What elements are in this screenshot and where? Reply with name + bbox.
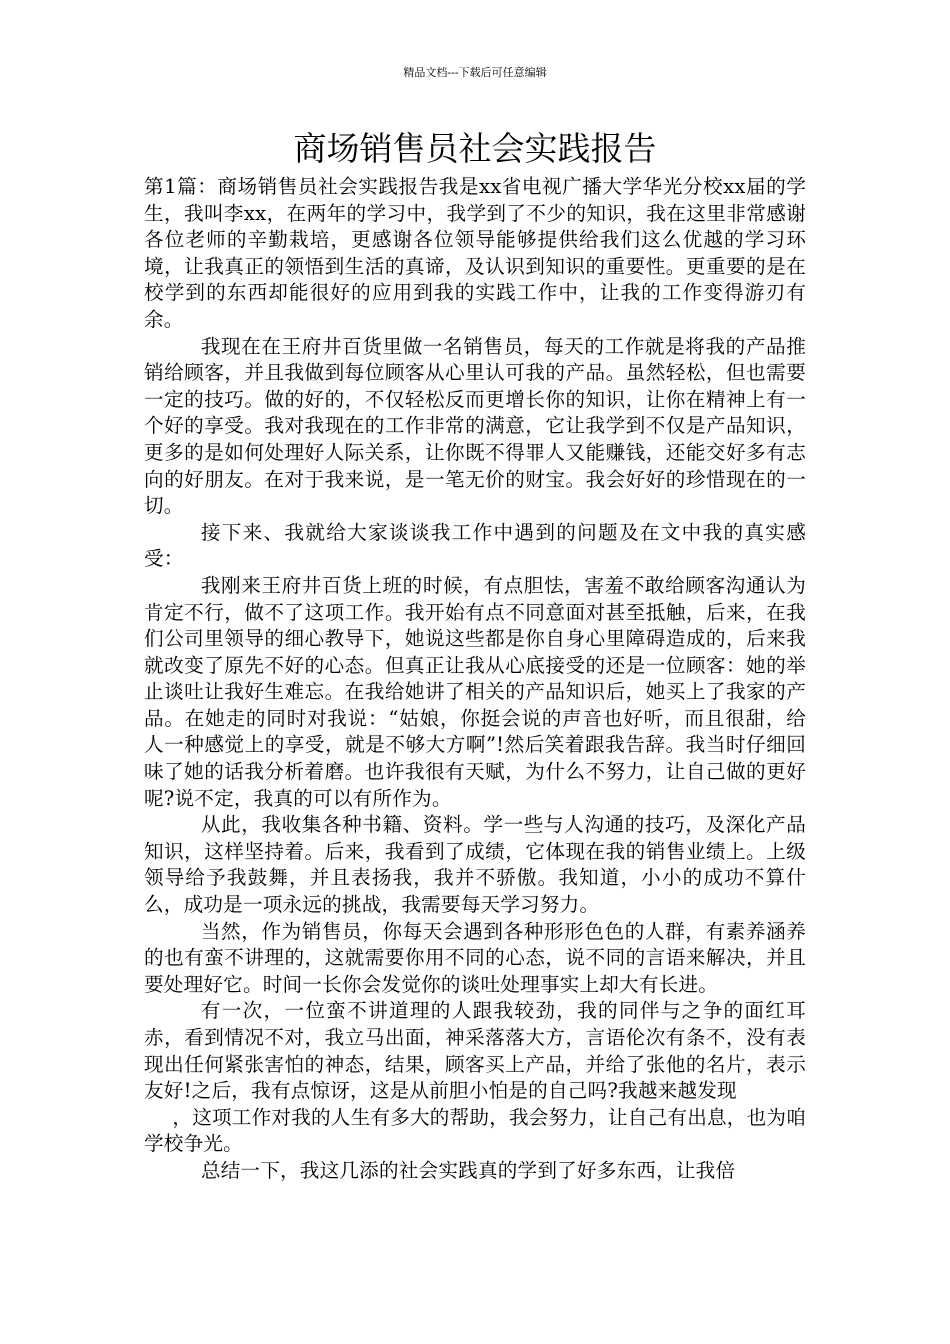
paragraph-5: 从此，我收集各种书籍、资料。学一些与人沟通的技巧，及深化产品知识，这样坚持着。后来，我看到了成绩，它体现在我的销售业绩上。上级领导给予我鼓舞，并且表扬我，我并不骄傲。我知道，小小的成功不算什么，成功是一项永远的挑战，我需要每天学习努力。 [144, 813, 806, 917]
paragraph-3: 接下来、我就给大家谈谈我工作中遇到的问题及在文中我的真实感受： [144, 520, 806, 571]
paragraph-6: 当然，作为销售员，你每天会遇到各种形形色色的人群，有素养涵养的也有蛮不讲理的，这就需要你用不同的心态，说不同的言语来解决，并且要处理好它。时间一长你会发觉你的谈吐处理事实上却大有长进。 [144, 919, 806, 996]
paragraph-8: ，这项工作对我的人生有多大的帮助，我会努力，让自己有出息，也为咱学校争光。 [144, 1105, 806, 1156]
header-note: 精品文档---下载后可任意编辑 [403, 66, 547, 79]
paragraph-2: 我现在在王府井百货里做一名销售员，每天的工作就是将我的产品推销给顾客，并且我做到每位顾客从心里认可我的产品。虽然轻松，但也需要一定的技巧。做的好的，不仅轻松反而更增长你的知识，让你在精神上有一个好的享受。我对我现在的工作非常的满意，它让我学到不仅是产品知识，更多的是如何处理好人际关系，让你既不得罪人又能赚钱，还能交好多有志向的好朋友。在对于我来说，是一笔无价的财宝。我会好好的珍惜现在的一切。 [144, 334, 806, 518]
document-title: 商场销售员社会实践报告 [293, 129, 657, 168]
paragraph-7: 有一次，一位蛮不讲道理的人跟我较劲，我的同伴与之争的面红耳赤，看到情况不对，我立马出面，神采落落大方，言语伦次有条不，没有表现出任何紧张害怕的神态，结果，顾客买上产品，并给了张他的名片，表示友好!之后，我有点惊讶，这是从前胆小怕是的自己吗?我越来越发现 [144, 999, 806, 1103]
document-body [144, 174, 806, 1185]
paragraph-4: 我刚来王府井百货上班的时候，有点胆怯，害羞不敢给顾客沟通认为肯定不行，做不了这项工作。我开始有点不同意面对甚至抵触，后来，在我们公司里领导的细心教导下，她说这些都是你自身心里障碍造成的，后来我就改变了原先不好的心态。但真正让我从心底接受的还是一位顾客：她的举止谈吐让我好生难忘。在我给她讲了相关的产品知识后，她买上了我家的产品。在她走的同时对我说：“姑娘，你挺会说的声音也好听，而且很甜，给人一种感觉上的享受，就是不够大方啊”!然后笑着跟我告辞。我当时仔细回味了她的话我分析着磨。也许我很有天赋，为什么不努力，让自己做的更好呢?说不定，我真的可以有所作为。 [144, 573, 806, 810]
paragraph-1: 第1篇：商场销售员社会实践报告我是xx省电视广播大学华光分校xx届的学生，我叫李xx，在两年的学习中，我学到了不少的知识，我在这里非常感谢各位老师的辛勤栽培，更感谢各位领导能够提供给我们这么优越的学习环境，让我真正的领悟到生活的真谛，及认识到知识的重要性。更重要的是在校学到的东西却能很好的应用到我的实践工作中，让我的工作变得游刃有余。 [144, 175, 806, 331]
paragraph-9: 总结一下，我这几添的社会实践真的学到了好多东西，让我倍 [200, 1158, 736, 1182]
